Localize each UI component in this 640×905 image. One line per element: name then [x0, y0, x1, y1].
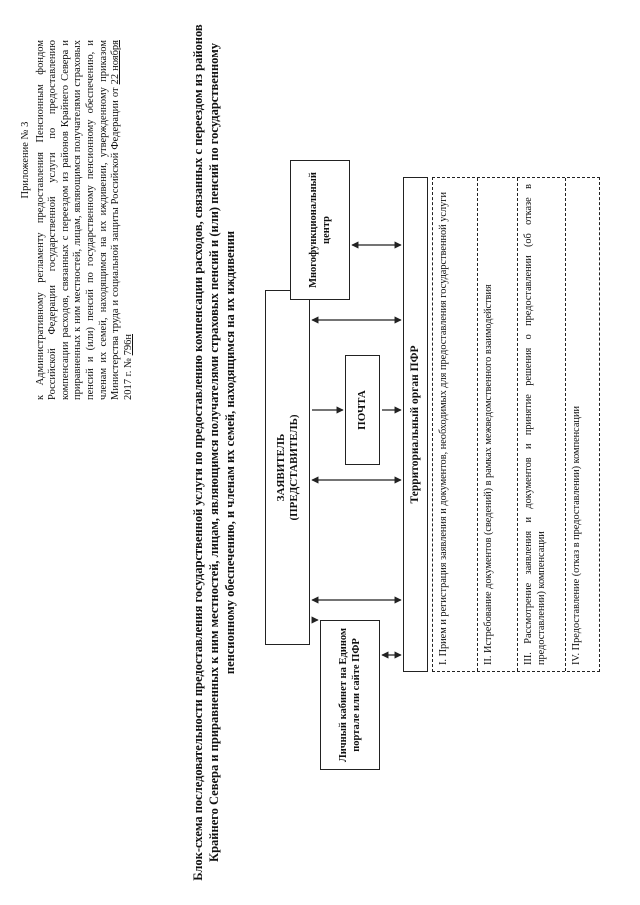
personal-account-box — [320, 620, 380, 770]
pfr-box: Территориальный орган ПФР — [403, 177, 428, 672]
flowchart-heading: Блок-схема последовательности предоставления государственной услуги по предоставлению компенсации расходов, связанных с переездом из районов Крайнего Севера и приравненных к ним местностей, лицам, являющимся получателями страховых пенсий и (или) пенсий по государственному пенсионному обеспечению, и членам их семей, находящимся на их иждивении — [191, 24, 237, 881]
post-box — [345, 355, 380, 465]
personal-account-label: Личный кабинет на Едином портале или сайте ПФР — [338, 627, 362, 763]
stage-3: III. Рассмотрение заявления и документов и принятие решения о предоставлении (об отказе в предоставлении) компенсации — [517, 178, 565, 671]
annex-year-no: 2017 г. № — [122, 355, 134, 400]
annex-body: к Административному регламенту предоставления Пенсионным фондом Российской Федерации государственной услуги по предоставлению компенсации расходов, связанных с переездом из районов Крайнего Севера и приравненных к ним местностей, лицам, являющимся получателями страховых пенсий и (или) пенсий по государственному пенсионному обеспечению, и членам их семей, находящимся на их иждивении, утвержденному приказом Министерства труда и социальной защиты Российской Федерации от — [34, 40, 122, 400]
annex-number: 796н — [122, 333, 134, 356]
stages-block — [432, 177, 600, 672]
mfc-label: Многофункциональный центр — [308, 172, 332, 288]
stage-2: II. Истребование документов (сведений) в рамках межведомственного взаимодействия — [477, 178, 517, 671]
stage-1: I. Прием и регистрация заявления и документов, необходимых для предоставления государственной услуги — [438, 192, 449, 665]
applicant-label: ЗАЯВИТЕЛЬ (ПРЕДСТАВИТЕЛЬ) — [274, 414, 300, 521]
annex-title: Приложение № 3 — [20, 121, 31, 199]
mfc-box — [290, 160, 350, 300]
stage-4: IV. Предоставление (отказ в предоставлении) компенсации — [565, 178, 601, 671]
post-label: ПОЧТА — [356, 390, 368, 430]
annex-date: 22 ноября — [110, 40, 122, 85]
applicant-box — [265, 290, 310, 645]
